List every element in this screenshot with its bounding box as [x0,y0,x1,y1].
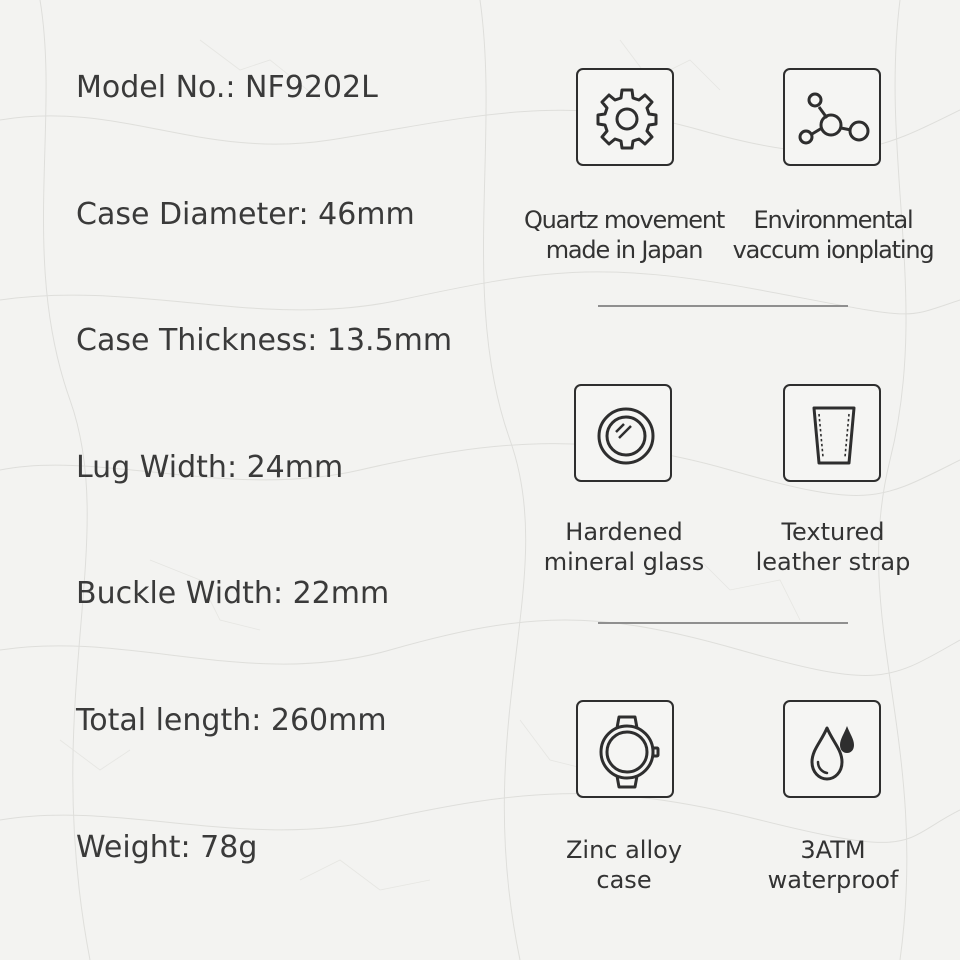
caption-line: Zinc alloy [565,836,683,864]
caption-zinc-alloy-case [514,835,734,895]
molecule-icon [785,70,878,163]
feature-waterproof [783,700,881,798]
spec-case-thickness: Case Thickness: 13.5mm [76,323,453,358]
caption-line: case [596,866,652,894]
caption-mineral-glass [514,517,734,577]
divider [598,305,848,307]
caption-ionplating [723,205,943,265]
spec-lug-width: Lug Width: 24mm [76,450,344,485]
spec-buckle-width: Buckle Width: 22mm [76,576,390,611]
caption-quartz-movement [514,205,734,265]
caption-line: Environmental [753,206,913,234]
feature-mineral-glass [574,384,672,482]
watch-case-icon [578,702,671,795]
feature-ionplating [783,68,881,166]
feature-quartz-movement [576,68,674,166]
caption-waterproof [723,835,943,895]
caption-leather-strap [723,517,943,577]
caption-line: Textured [781,518,885,546]
spec-model-number: Model No.: NF9202L [76,70,378,105]
caption-line: vaccum ionplating [732,236,934,264]
spec-total-length: Total length: 260mm [76,703,387,738]
feature-leather-strap [783,384,881,482]
caption-line: waterproof [767,866,899,894]
caption-line: leather strap [755,548,911,576]
caption-line: made in Japan [545,236,703,264]
mineral-glass-icon [576,386,669,479]
caption-line: mineral glass [543,548,705,576]
spec-case-diameter: Case Diameter: 46mm [76,197,415,232]
spec-weight: Weight: 78g [76,830,258,865]
water-drop-icon [785,702,878,795]
caption-line: Hardened [565,518,683,546]
caption-line: Quartz movement [523,206,725,234]
divider [598,622,848,624]
leather-strap-icon [785,386,878,479]
caption-line: 3ATM [800,836,866,864]
gear-icon [578,70,671,163]
feature-zinc-alloy-case [576,700,674,798]
